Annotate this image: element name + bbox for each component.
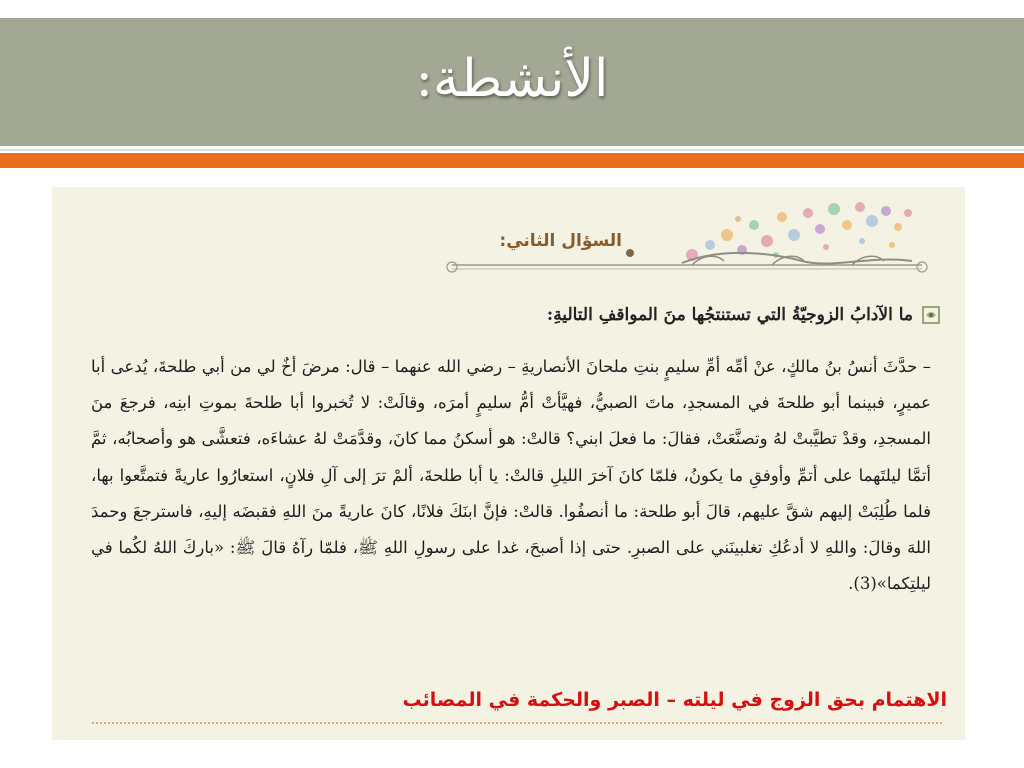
ornament-icon bbox=[921, 305, 941, 325]
header-divider-orange bbox=[0, 153, 1024, 168]
summary-answer: الاهتمام بحق الزوج في ليلته – الصبر والحكمة في المصائب bbox=[402, 689, 947, 711]
header-divider-thin bbox=[0, 149, 1024, 151]
question-heading: السؤال الثاني: bbox=[499, 231, 622, 251]
intro-text: ما الآدابُ الزوجيّةُ التي تستنتجُها منَ المواقفِ التاليةِ: bbox=[546, 305, 913, 325]
question-intro bbox=[241, 305, 941, 325]
body-paragraph: – حدَّثَ أنسُ بنُ مالكٍ، عنْ أمِّه أمِّ سليمٍ بنتِ ملحانَ الأنصاريةِ – رضي الله عنهما – قال: مرضَ أخٌ لي من أبي طلحةَ، يُدعى أبا عميرٍ، فبينما أبو طلحةَ في المسجدِ، ماتَ الصبيُّ، فهيَّأتْ أمُّ سليمٍ أمرَه، وقالَتْ: لا تُخبروا أبا طلحةَ بموتِ ابنِه، فرجعَ منَ المسجدِ، وقدْ تطيَّبتْ لهُ وتصنَّعَتْ، فقالَ: ما فعلَ ابني؟ قالتْ: هو أسكنُ مما كانَ، وقدَّمَتْ لهُ عشاءَه، فتعشَّى هو وأصحابُه، ثمَّ أتمَّا ليلتَهما على أتمِّ وأوفقِ ما يكونُ، فلمّا كانَ آخرَ الليلِ قالتْ: يا أبا طلحةَ، ألمْ ترَ إلى آلِ فلانٍ، استعارُوا عاريةً فتمتَّعوا بها، فلما طُلِبَتْ إليهم شقَّ عليهم، قالَ أبو طلحة: ما أنصفُوا. قالتْ: فإنَّ ابنَكَ فلانًا، كانَ عاريةً منَ اللهِ فقبضَه إليهِ، فاسترجعَ وحمدَ اللهَ وقالَ: واللهِ لا أدعُكِ تغلبينَني على الصبرِ. حتى إذا أصبحَ، غدا على رسولِ اللهِ ﷺ، فلمّا رآهُ قالَ ﷺ: «باركَ اللهُ لكُما في ليلتِكما»(3). bbox=[91, 357, 931, 594]
dotted-divider bbox=[92, 722, 942, 724]
slide-header bbox=[0, 18, 1024, 146]
document-scan bbox=[52, 187, 965, 740]
slide-title: الأنشطة: bbox=[415, 49, 609, 109]
